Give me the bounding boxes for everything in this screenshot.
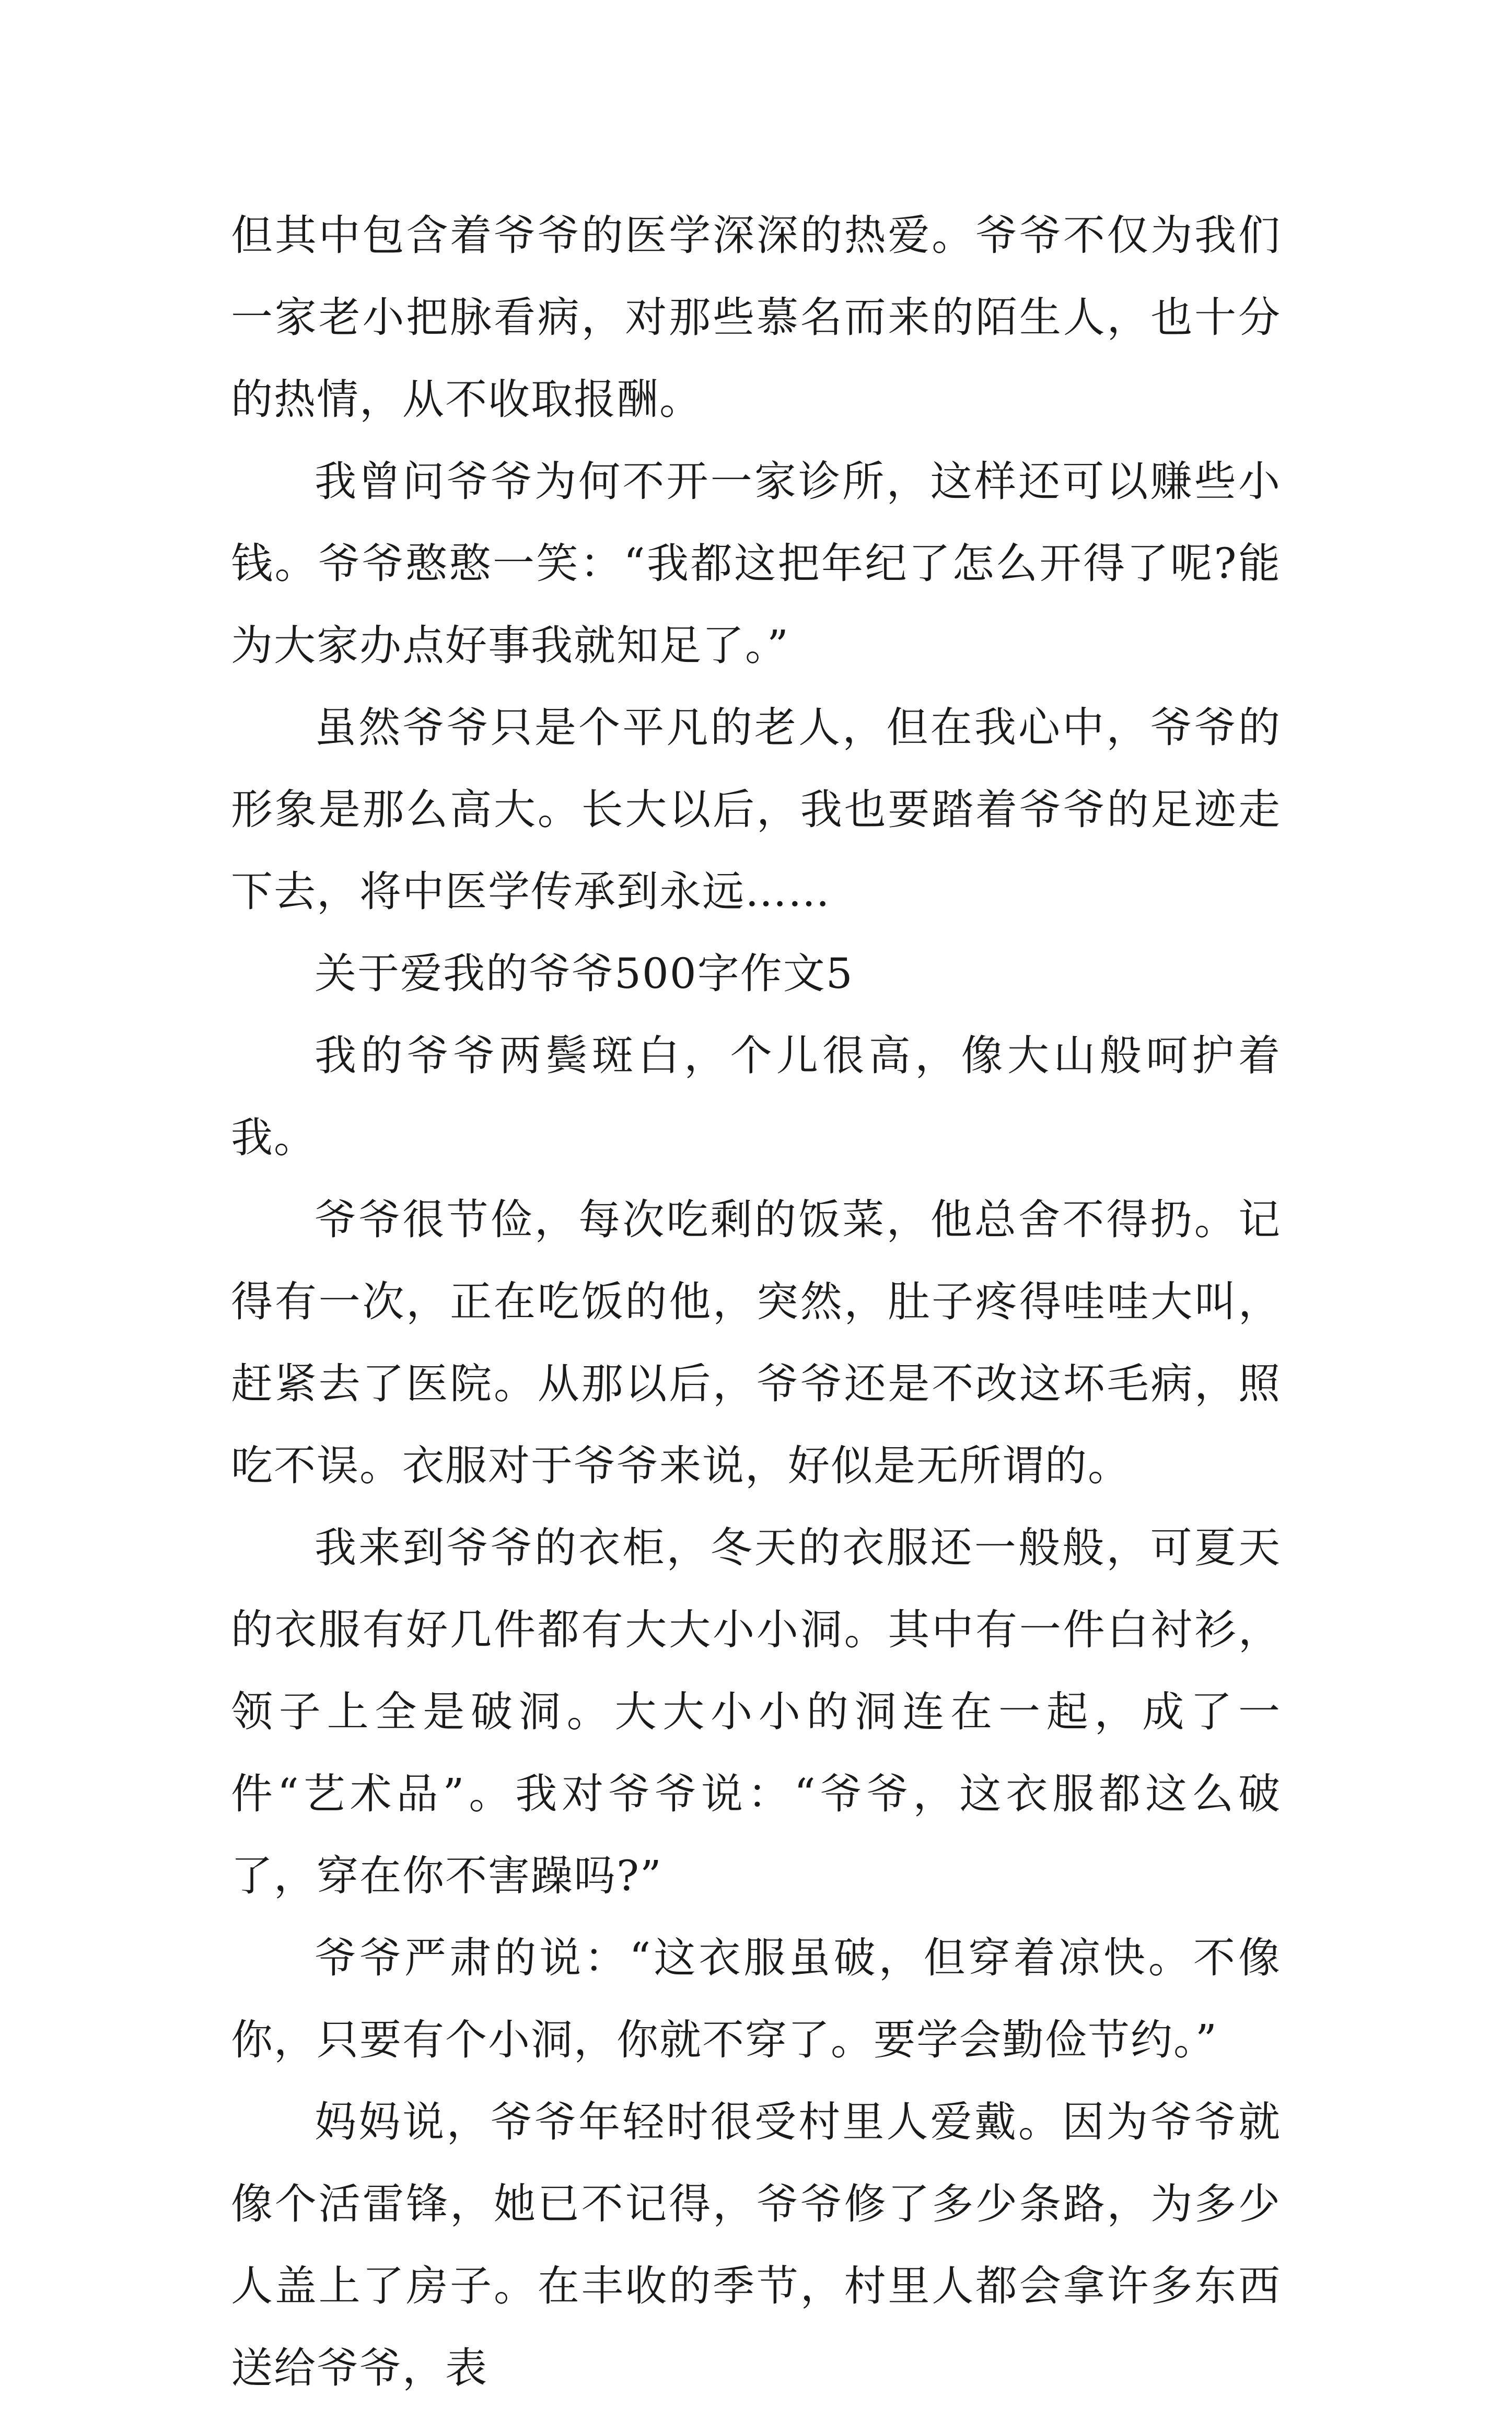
paragraph-2: 我曾问爷爷为何不开一家诊所，这样还可以赚些小钱。爷爷憨憨一笑：“我都这把年纪了怎么开得了呢?能为大家办点好事我就知足了。” — [231, 457, 1281, 670]
section-title: 关于爱我的爷爷500字作文5 — [315, 949, 854, 998]
paragraph-8: 爷爷严肃的说：“这衣服虽破，但穿着凉快。不像你，只要有个小洞，你就不穿了。要学会勤俭节约。” — [231, 1934, 1281, 2064]
document-body — [231, 194, 1281, 2409]
paragraph-3: 虽然爷爷只是个平凡的老人，但在我心中，爷爷的形象是那么高大。长大以后，我也要踏着爷爷的足迹走下去，将中医学传承到永远…… — [231, 703, 1281, 916]
paragraph-6: 爷爷很节俭，每次吃剩的饭菜，他总舍不得扔。记得有一次，正在吃饭的他，突然，肚子疼得哇哇大叫，赶紧去了医院。从那以后，爷爷还是不改这坏毛病，照吃不误。衣服对于爷爷来说，好似是无所谓的。 — [231, 1195, 1281, 1490]
paragraph-5: 我的爷爷两鬓斑白，个儿很高，像大山般呵护着我。 — [231, 1031, 1281, 1162]
paragraph-1: 但其中包含着爷爷的医学深深的热爱。爷爷不仅为我们一家老小把脉看病，对那些慕名而来的陌生人，也十分的热情，从不收取报酬。 — [231, 211, 1281, 424]
paragraph-7: 我来到爷爷的衣柜，冬天的衣服还一般般，可夏天的衣服有好几件都有大大小小洞。其中有一件白衬衫，领子上全是破洞。大大小小的洞连在一起，成了一件“艺术品”。我对爷爷说：“爷爷，这衣服都这么破了，穿在你不害躁吗?” — [231, 1523, 1281, 1900]
paragraph-9: 妈妈说，爷爷年轻时很受村里人爱戴。因为爷爷就像个活雷锋，她已不记得，爷爷修了多少条路，为多少人盖上了房子。在丰收的季节，村里人都会拿许多东西送给爷爷，表 — [231, 2098, 1281, 2392]
